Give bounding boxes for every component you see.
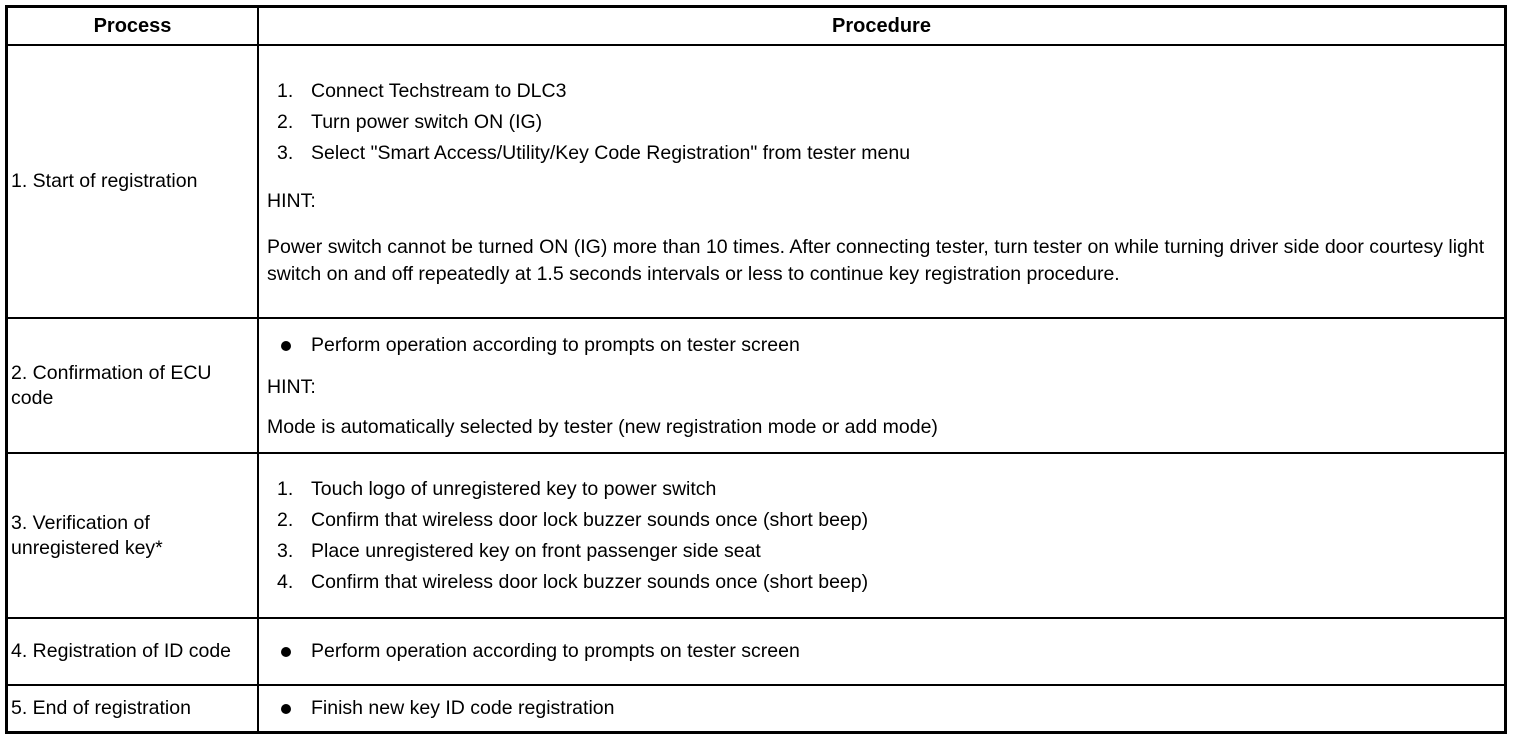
step-item [267,505,1498,536]
step-list [267,474,1498,598]
step-list [267,76,1498,169]
bullet-text: Perform operation according to prompts on tester screen [311,640,800,662]
bullet-dot-icon [281,704,291,714]
hint-label: HINT: [267,376,316,398]
step-item [267,474,1498,505]
process-label: 5. End of registration [11,697,191,719]
table-row-process [8,686,259,731]
hint-text: Mode is automatically selected by tester (new registration mode or add mode) [267,416,938,438]
column-header-procedure-label: Procedure [832,14,931,37]
table-row-process [8,454,259,619]
column-header-process-label: Process [93,14,172,37]
step-item [267,536,1498,567]
hint-label: HINT: [267,189,316,212]
step-number: 1. [277,477,294,500]
table-row-process [8,619,259,686]
step-item [267,567,1498,598]
step-number: 2. [277,508,294,531]
table-row-procedure [259,46,1504,319]
step-text: Confirm that wireless door lock buzzer sounds once (short beep) [311,570,869,593]
bullet-item [267,330,1498,361]
step-number: 1. [277,79,294,102]
bullet-dot-icon [281,341,291,351]
process-label: 4. Registration of ID code [11,640,232,662]
table-row-process [8,46,259,319]
bullet-dot-icon [281,647,291,657]
step-text: Place unregistered key on front passenger side seat [311,539,761,562]
table-row-procedure [259,619,1504,686]
registration-procedure-table [5,5,1507,734]
step-number: 3. [277,141,294,164]
table-row-procedure [259,319,1504,454]
process-label: 1. Start of registration [11,170,198,192]
column-header-process [8,8,259,46]
bullet-text: Perform operation according to prompts on tester screen [311,334,800,356]
process-label: 3. Verification of unregistered key* [11,511,163,559]
column-header-procedure [259,8,1504,46]
table-row-procedure [259,454,1504,619]
step-number: 2. [277,110,294,133]
step-item [267,138,1498,169]
step-number: 3. [277,539,294,562]
bullet-text: Finish new key ID code registration [311,697,615,719]
step-text: Confirm that wireless door lock buzzer sounds once (short beep) [311,508,869,531]
table-row-process [8,319,259,454]
bullet-item [267,693,1498,724]
process-label: 2. Confirmation of ECU code [11,361,212,409]
step-text: Touch logo of unregistered key to power switch [311,477,717,500]
hint-text: Power switch cannot be turned ON (IG) more than 10 times. After connecting tester, turn tester on while turning driver side door courtesy light switch on and off repeatedly at 1.5 seconds intervals or less to continue key registration procedure. [267,235,1485,285]
step-item [267,76,1498,107]
step-text: Turn power switch ON (IG) [311,110,543,133]
table-row-procedure [259,686,1504,731]
step-text: Select "Smart Access/Utility/Key Code Registration" from tester menu [311,141,911,164]
step-text: Connect Techstream to DLC3 [311,79,567,102]
step-number: 4. [277,570,294,593]
bullet-item [267,636,1498,667]
step-item [267,107,1498,138]
